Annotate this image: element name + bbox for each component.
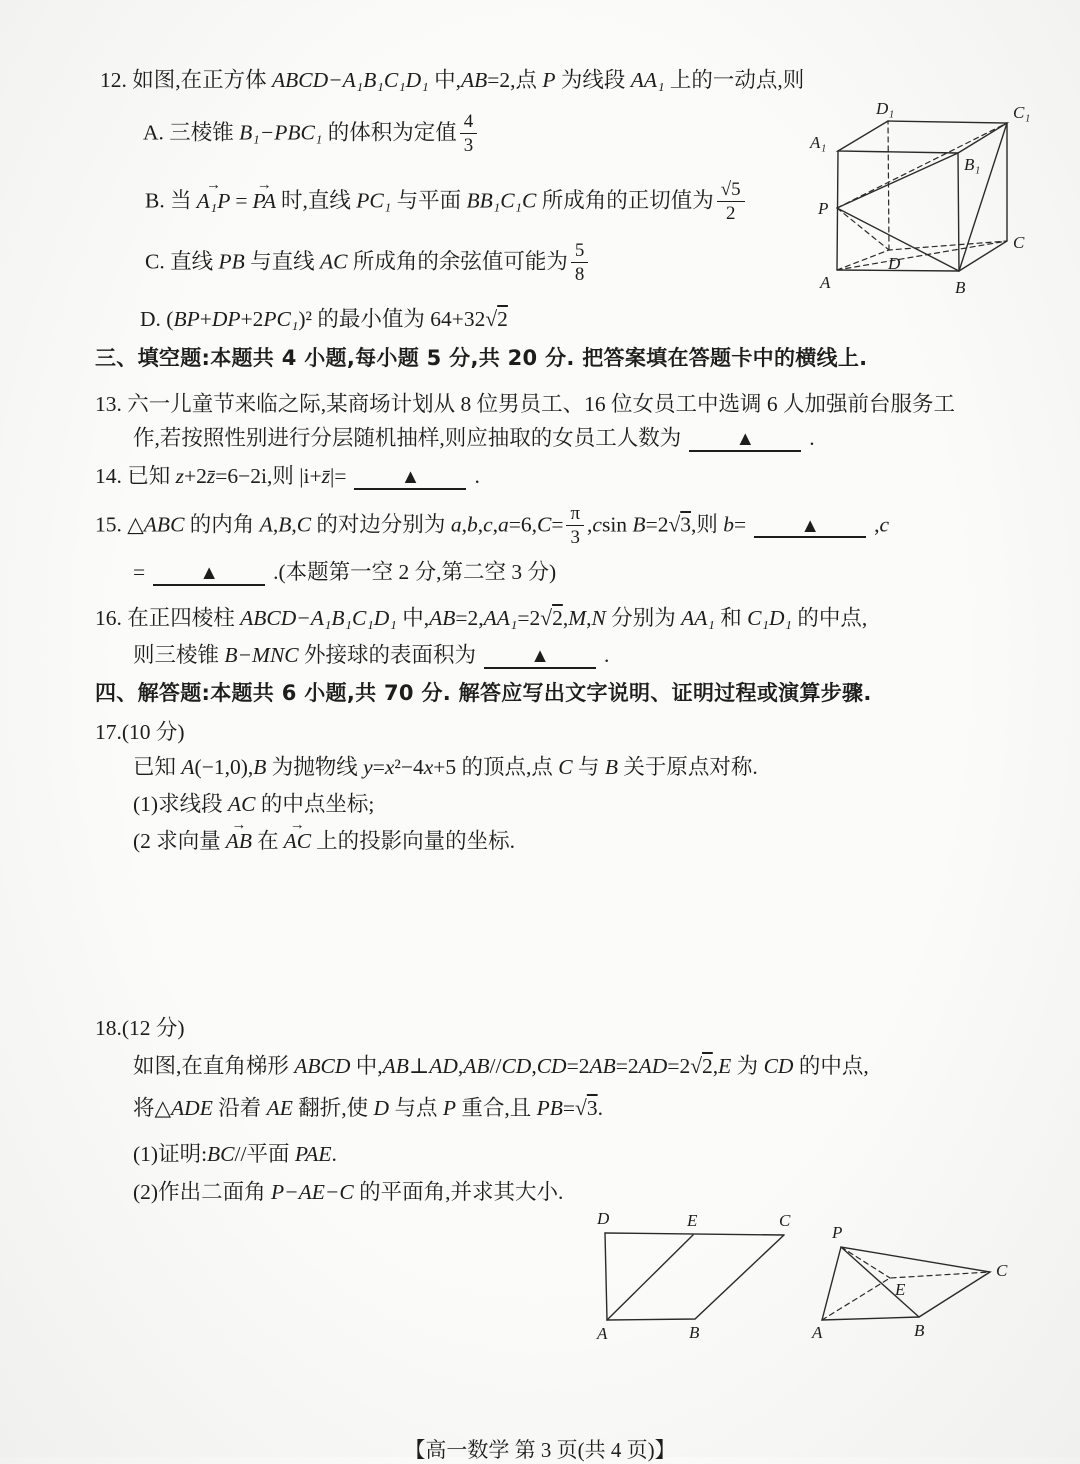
question-13-line1 xyxy=(95,390,955,419)
text-run: B. 当 xyxy=(145,188,192,213)
text-run: =2 xyxy=(566,1054,590,1078)
text-run: 的中点, xyxy=(791,606,868,630)
math-run: AD xyxy=(638,1054,668,1078)
text-run: = xyxy=(551,512,564,537)
text-run: +2 xyxy=(184,464,207,488)
math-run: N xyxy=(591,606,606,630)
text-run: 与平面 xyxy=(391,188,467,213)
math-run: z xyxy=(175,464,185,488)
text-run: ²−4 xyxy=(394,755,424,779)
text-run: 与 xyxy=(572,755,605,779)
sqrt-expression: √3 xyxy=(575,1096,598,1120)
math-run: A xyxy=(181,755,195,779)
math-run: c xyxy=(483,512,493,537)
cube-label-p: P xyxy=(818,199,829,218)
vector-notation: AC → xyxy=(284,827,311,856)
text-run: .(本题第一空 2 分,第二空 3 分) xyxy=(273,560,557,584)
math-run: AC xyxy=(227,792,256,816)
text-run: ⊥ xyxy=(408,1054,430,1078)
text-run: 和 xyxy=(714,606,748,630)
cube-label-b1: B₁ xyxy=(964,155,981,174)
math-run: a xyxy=(450,512,462,537)
text-run: , xyxy=(562,606,569,630)
section-3-heading: 三、填空题:本题共 4 小题,每小题 5 分,共 20 分. 把答案填在答题卡中的横线上. xyxy=(95,346,868,370)
question-18-item1 xyxy=(133,1140,337,1169)
math-run: CD xyxy=(536,1054,567,1078)
math-run: C xyxy=(296,512,312,537)
math-run: B−MNC xyxy=(224,643,299,667)
radicand: 2 xyxy=(702,1054,713,1078)
folded-label-p: P xyxy=(832,1223,843,1242)
math-run: PC₁ xyxy=(263,307,299,331)
answer-blank: ▲ xyxy=(484,646,596,669)
question-18-head: 18.(12 分) xyxy=(95,1016,185,1040)
math-run: D xyxy=(373,1096,390,1120)
math-run: AA₁ xyxy=(630,68,665,92)
question-17-head: 17.(10 分) xyxy=(95,720,185,744)
question-18-line1 xyxy=(133,1052,869,1081)
cube-label-c1: C₁ xyxy=(1013,103,1031,122)
folded-label-c: C xyxy=(996,1261,1008,1280)
text-run: , xyxy=(586,606,592,630)
text-run: =6, xyxy=(508,512,537,537)
math-run: PB xyxy=(218,249,245,274)
math-run: ABCD xyxy=(294,1054,351,1078)
text-run: 13. 六一儿童节来临之际,某商场计划从 8 位男员工、16 位女员工中选调 6 人加强前台服务工 xyxy=(95,392,956,416)
math-run: C xyxy=(537,512,552,537)
text-run: . xyxy=(597,1096,603,1120)
page-footer: 【高一数学 第 3 页(共 4 页)】 xyxy=(404,1438,676,1462)
text-run: 沿着 xyxy=(212,1096,267,1120)
question-18-item2 xyxy=(133,1178,563,1207)
text-run: 重合,且 xyxy=(455,1096,537,1120)
math-run: x xyxy=(423,755,434,779)
question-18-line2 xyxy=(133,1094,603,1123)
text-run: 为 xyxy=(731,1054,764,1078)
text-run: + xyxy=(199,307,212,331)
text-run: , xyxy=(291,512,297,537)
text-run: 作,若按照性别进行分层随机抽样,则应抽取的女员工人数为 xyxy=(133,426,682,450)
question-15-line2 xyxy=(133,558,556,587)
fraction xyxy=(460,111,477,156)
math-run: E xyxy=(718,1054,732,1078)
text-run: 中, xyxy=(396,606,430,630)
text-run: . xyxy=(474,464,480,488)
math-run: ADE xyxy=(171,1096,213,1120)
cube-label-a1: A₁ xyxy=(810,133,827,152)
answer-blank: ▲ xyxy=(354,467,466,490)
math-run: B xyxy=(278,512,292,537)
math-run: c xyxy=(592,512,602,537)
text-run: (−1,0), xyxy=(194,755,254,779)
folded-label-a: A xyxy=(812,1323,823,1342)
text-run: = xyxy=(734,512,747,537)
text-run: 中, xyxy=(428,68,461,92)
text-run: =2 xyxy=(645,512,669,537)
fraction xyxy=(571,240,588,285)
math-run: AE xyxy=(266,1096,293,1120)
radicand: 2 xyxy=(552,606,563,630)
fraction-numerator: 4 xyxy=(460,111,477,134)
math-run: A xyxy=(259,512,273,537)
text-run: =6−2i,则 |i+ xyxy=(215,464,322,488)
math-run: AB xyxy=(429,606,456,630)
cube-hidden-edges xyxy=(837,121,1007,270)
math-run: CD xyxy=(501,1054,532,1078)
math-run: y xyxy=(363,755,373,779)
math-run: ABCD−A₁B₁C₁D₁ xyxy=(240,606,397,630)
fraction-denominator: 8 xyxy=(574,264,585,286)
text-run: , xyxy=(492,512,498,537)
answer-blank: ▲ xyxy=(689,429,801,452)
text-run: , xyxy=(477,512,484,537)
sqrt-expression: √2 xyxy=(485,307,508,331)
math-run: PC₁ xyxy=(356,188,392,213)
folded-solid-edges xyxy=(822,1247,990,1320)
sqrt-expression: √2 xyxy=(690,1054,713,1078)
text-run: 则三棱锥 xyxy=(133,643,225,667)
text-run: 外接球的表面积为 xyxy=(298,643,477,667)
text-run: =2, xyxy=(455,606,484,630)
cube-label-a: A xyxy=(820,273,831,292)
folded-label-b: B xyxy=(914,1321,925,1340)
cube-label-d: D xyxy=(888,254,901,273)
text-run: (2)作出二面角 xyxy=(133,1180,271,1204)
text-run: . xyxy=(809,426,815,450)
text-run: +5 的顶点,点 xyxy=(433,755,559,779)
text-run: , xyxy=(874,512,880,537)
text-run: A. 三棱锥 xyxy=(143,120,240,145)
text-run: D. ( xyxy=(140,307,174,331)
folded-label-e: E xyxy=(895,1280,906,1299)
question-12-option-d xyxy=(140,305,508,334)
math-run: z̄ xyxy=(321,464,331,488)
question-13-line2 xyxy=(133,424,815,453)
text-run: 分别为 xyxy=(605,606,682,630)
math-run: b xyxy=(723,512,735,537)
trapezoid-label-d: D xyxy=(597,1209,610,1228)
trapezoid-label-b: B xyxy=(689,1323,700,1342)
fraction-numerator: √5 xyxy=(717,179,745,202)
math-run: BB₁C₁C xyxy=(466,188,537,213)
text-run: |= xyxy=(330,464,347,488)
text-run: 为线段 xyxy=(555,68,631,92)
text-run: 与直线 xyxy=(244,249,321,274)
text-run: =2,点 xyxy=(487,68,543,92)
math-run: P−AE−C xyxy=(270,1180,354,1204)
text-run: , xyxy=(457,1054,464,1078)
cube-figure xyxy=(798,96,1070,308)
text-run: 的内角 xyxy=(184,512,260,537)
section-4-heading: 四、解答题:本题共 6 小题,共 70 分. 解答应写出文字说明、证明过程或演算步骤. xyxy=(95,681,872,705)
math-run: AC xyxy=(320,249,348,274)
text-run: , xyxy=(587,512,593,537)
text-run: 上的一动点,则 xyxy=(664,68,805,92)
cube-label-c: C xyxy=(1013,233,1025,252)
math-run: x xyxy=(384,755,395,779)
fraction-denominator: 2 xyxy=(725,203,736,225)
trapezoid-label-a: A xyxy=(597,1324,608,1343)
text-run: , xyxy=(461,512,467,537)
question-12-option-c xyxy=(145,241,591,286)
text-run: =2 xyxy=(667,1054,691,1078)
text-run: 在 xyxy=(257,829,279,853)
math-run: AA₁ xyxy=(681,606,715,630)
question-12-option-b xyxy=(145,180,748,225)
math-run: BP xyxy=(173,307,200,331)
math-run: AB xyxy=(382,1054,409,1078)
text-run: , xyxy=(531,1054,537,1078)
text-run: 关于原点对称. xyxy=(618,755,758,779)
radicand: 2 xyxy=(497,307,508,331)
question-16-line2 xyxy=(133,641,609,670)
sqrt-expression: √3 xyxy=(668,512,692,537)
text-run: 的中点坐标; xyxy=(255,792,375,816)
fraction-denominator: 3 xyxy=(463,135,474,157)
question-16-line1 xyxy=(95,604,867,633)
math-run: ABCD−A₁B₁C₁D₁ xyxy=(272,68,429,92)
text-run: 15. △ xyxy=(95,512,144,537)
math-run: AB xyxy=(589,1054,616,1078)
text-run: . xyxy=(604,643,610,667)
math-run: PB xyxy=(536,1096,563,1120)
text-run: 上的投影向量的坐标. xyxy=(316,829,515,853)
vector-notation: A₁P → xyxy=(197,187,231,216)
question-12-stem xyxy=(100,66,804,95)
math-run: AB xyxy=(463,1054,490,1078)
answer-blank: ▲ xyxy=(153,563,265,586)
math-run: BC xyxy=(207,1142,235,1166)
trapezoid-label-c: C xyxy=(779,1211,791,1230)
text-run: 为抛物线 xyxy=(266,755,364,779)
cube-label-b: B xyxy=(955,278,966,297)
text-run: 12. 如图,在正方体 xyxy=(100,68,273,92)
math-run: C₁D₁ xyxy=(747,606,792,630)
question-12-option-a xyxy=(143,112,480,157)
text-run: sin xyxy=(601,512,633,537)
text-run: = xyxy=(133,560,146,584)
math-run: b xyxy=(466,512,478,537)
text-run: , xyxy=(272,512,279,537)
fraction-denominator: 3 xyxy=(570,527,580,549)
text-run: 的平面角,并求其大小. xyxy=(353,1180,564,1204)
text-run: (2 求向量 xyxy=(133,829,221,853)
answer-blank: ▲ xyxy=(754,516,866,539)
text-run: )² 的最小值为 64+32 xyxy=(298,307,486,331)
vector-notation: PA → xyxy=(252,187,276,216)
math-run: B xyxy=(604,755,619,779)
text-run: 时,直线 xyxy=(280,188,357,213)
cube-solid-edges xyxy=(837,121,1007,271)
math-run: AA₁ xyxy=(483,606,518,630)
text-run: 的中点, xyxy=(793,1054,869,1078)
text-run: 与点 xyxy=(389,1096,443,1120)
question-17-item1 xyxy=(133,790,374,819)
text-run: +2 xyxy=(240,307,264,331)
math-run: a xyxy=(497,512,509,537)
text-run: , xyxy=(712,1054,719,1078)
text-run: 将△ xyxy=(133,1096,172,1120)
trapezoid-figure xyxy=(583,1206,798,1346)
text-run: = xyxy=(235,188,248,213)
math-run: B xyxy=(632,512,646,537)
text-run: //平面 xyxy=(234,1142,295,1166)
text-run: 16. 在正四棱柱 xyxy=(95,606,241,630)
math-run: M xyxy=(568,606,587,630)
fraction-numerator: π xyxy=(566,503,584,526)
math-run: B xyxy=(253,755,267,779)
text-run: 如图,在直角梯形 xyxy=(133,1054,295,1078)
math-run: P xyxy=(542,68,556,92)
question-17-item2 xyxy=(133,827,515,856)
text-run: = xyxy=(562,1096,576,1120)
cube-label-d1: D₁ xyxy=(876,99,895,118)
text-run: (1)求线段 xyxy=(133,792,228,816)
math-run: c xyxy=(879,512,890,537)
math-run: P xyxy=(442,1096,456,1120)
trapezoid-edges xyxy=(605,1233,784,1320)
text-run: 已知 xyxy=(133,755,182,779)
text-run: // xyxy=(489,1054,502,1078)
math-run: PAE xyxy=(294,1142,332,1166)
math-run: ABC xyxy=(143,512,185,537)
text-run: 14. 已知 xyxy=(95,464,176,488)
math-run: C xyxy=(558,755,573,779)
text-run: ,则 xyxy=(691,512,724,537)
text-run: =2 xyxy=(615,1054,639,1078)
radicand: 3 xyxy=(680,512,692,537)
sqrt-expression: √2 xyxy=(540,606,563,630)
question-15-line1 xyxy=(95,504,889,549)
text-run: C. 直线 xyxy=(145,249,219,274)
fraction xyxy=(717,179,745,224)
text-run: = xyxy=(372,755,385,779)
text-run: 的体积为定值 xyxy=(322,120,457,145)
text-run: 所成角的余弦值可能为 xyxy=(347,249,568,274)
math-run: AD xyxy=(429,1054,458,1078)
math-run: CD xyxy=(763,1054,794,1078)
radicand: 3 xyxy=(586,1096,598,1120)
question-17-line1 xyxy=(133,753,758,782)
vector-notation: AB → xyxy=(226,827,252,856)
text-run: (1)证明: xyxy=(133,1142,208,1166)
text-run: 翻折,使 xyxy=(292,1096,374,1120)
question-14-line1 xyxy=(95,462,480,491)
math-run: DP xyxy=(211,307,241,331)
fraction xyxy=(566,503,584,548)
math-run: AB xyxy=(460,68,488,92)
trapezoid-label-e: E xyxy=(687,1211,698,1230)
text-run: 所成角的正切值为 xyxy=(536,188,714,213)
text-run: . xyxy=(331,1142,337,1166)
text-run: 的对边分别为 xyxy=(311,512,451,537)
text-run: =2 xyxy=(517,606,541,630)
text-run: 中, xyxy=(350,1054,383,1078)
math-run: z̄ xyxy=(206,464,216,488)
fraction-numerator: 5 xyxy=(571,240,588,263)
folded-figure xyxy=(796,1218,1018,1346)
math-run: B₁−PBC₁ xyxy=(239,120,323,145)
